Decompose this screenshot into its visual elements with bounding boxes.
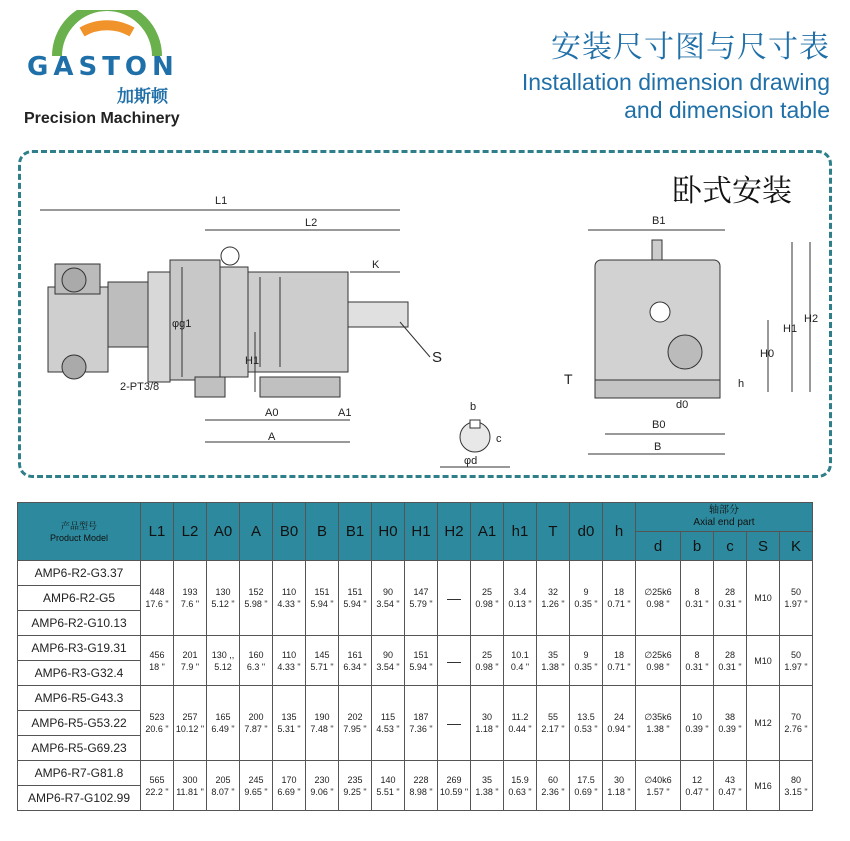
value-cell: M10 (747, 636, 780, 686)
brand-tagline: Precision Machinery (24, 110, 180, 127)
model-cell: AMP6-R2-G3.37 (18, 561, 141, 586)
value-cell: 230 9.06 " (306, 761, 339, 811)
model-cell: AMP6-R3-G19.31 (18, 636, 141, 661)
value-cell: 43 0.47 " (714, 761, 747, 811)
value-cell: 151 5.94 " (339, 561, 372, 636)
value-cell: 9 0.35 " (570, 561, 603, 636)
value-cell: 130 5.12 " (207, 561, 240, 636)
value-cell: 115 4.53 " (372, 686, 405, 761)
col-header: L1 (141, 503, 174, 561)
model-cell: AMP6-R7-G102.99 (18, 786, 141, 811)
model-cell: AMP6-R5-G53.22 (18, 711, 141, 736)
model-cell: AMP6-R2-G10.13 (18, 611, 141, 636)
value-cell: — (438, 686, 471, 761)
brand-name: GASTON (27, 52, 179, 82)
value-cell: 50 1.97 " (780, 636, 813, 686)
value-cell: 18 0.71 " (603, 561, 636, 636)
shaft-section (440, 401, 510, 467)
mount-type-label: 卧式安装 (672, 175, 792, 208)
model-cell: AMP6-R5-G43.3 (18, 686, 141, 711)
value-cell: 80 3.15 " (780, 761, 813, 811)
col-header: A (240, 503, 273, 561)
value-cell: 140 5.51 " (372, 761, 405, 811)
value-cell: 17.5 0.69 " (570, 761, 603, 811)
label-A1: A1 (338, 407, 352, 419)
axial-col-header: d (636, 532, 681, 561)
brand-logo (22, 10, 192, 130)
value-cell: 90 3.54 " (372, 636, 405, 686)
value-cell: 38 0.39 " (714, 686, 747, 761)
table-row (18, 636, 813, 661)
value-cell: 30 1.18 " (603, 761, 636, 811)
value-cell: 35 1.38 " (471, 761, 504, 811)
label-g1: φg1 (172, 318, 192, 330)
label-pt: 2-PT3/8 (120, 381, 160, 393)
value-cell: 8 0.31 " (681, 561, 714, 636)
value-cell: ∅25k6 0.98 " (636, 636, 681, 686)
value-cell: 187 7.36 " (405, 686, 438, 761)
col-header: H2 (438, 503, 471, 561)
value-cell: 245 9.65 " (240, 761, 273, 811)
value-cell: 90 3.54 " (372, 561, 405, 636)
value-cell: 300 11.81 " (174, 761, 207, 811)
value-cell: 70 2.76 " (780, 686, 813, 761)
col-header: d0 (570, 503, 603, 561)
label-A: A (268, 431, 276, 443)
value-cell: 3.4 0.13 " (504, 561, 537, 636)
axial-header (636, 503, 813, 532)
value-cell: 200 7.87 " (240, 686, 273, 761)
model-header-en: Product Model (49, 532, 109, 543)
value-cell: 30 1.18 " (471, 686, 504, 761)
col-header: h1 (504, 503, 537, 561)
value-cell: 448 17.6 " (141, 561, 174, 636)
page-title-cn: 安装尺寸图与尺寸表 (551, 31, 830, 64)
value-cell: 50 1.97 " (780, 561, 813, 636)
label-H1-front: H1 (783, 323, 798, 335)
col-header: B1 (339, 503, 372, 561)
label-B1: B1 (652, 215, 666, 227)
value-cell: 130 ,, 5.12 (207, 636, 240, 686)
axial-header-en: Axial end part (693, 517, 755, 528)
table-row (18, 561, 813, 586)
col-header: B (306, 503, 339, 561)
table-body (18, 561, 813, 811)
col-header: H0 (372, 503, 405, 561)
value-cell: 152 5.98 " (240, 561, 273, 636)
value-cell: 151 5.94 " (405, 636, 438, 686)
value-cell: 8 0.31 " (681, 636, 714, 686)
value-cell: 160 6.3 " (240, 636, 273, 686)
value-cell: 25 0.98 " (471, 561, 504, 636)
axial-col-header: S (747, 532, 780, 561)
value-cell: ∅40k6 1.57 " (636, 761, 681, 811)
value-cell: 145 5.71 " (306, 636, 339, 686)
value-cell: 25 0.98 " (471, 636, 504, 686)
value-cell: 60 2.36 " (537, 761, 570, 811)
value-cell: 235 9.25 " (339, 761, 372, 811)
table-row (18, 761, 813, 786)
label-K: K (372, 259, 380, 271)
label-d0: d0 (676, 399, 689, 411)
value-cell: 32 1.26 " (537, 561, 570, 636)
model-cell: AMP6-R5-G69.23 (18, 736, 141, 761)
label-T: T (564, 371, 573, 387)
value-cell: 257 10.12 " (174, 686, 207, 761)
col-header: T (537, 503, 570, 561)
label-b: b (470, 401, 477, 413)
value-cell: ∅25k6 0.98 " (636, 561, 681, 636)
axial-col-header: b (681, 532, 714, 561)
col-header: B0 (273, 503, 306, 561)
label-B: B (654, 441, 662, 453)
front-view (564, 215, 818, 454)
value-cell: M10 (747, 561, 780, 636)
value-cell: 28 0.31 " (714, 636, 747, 686)
value-cell: 190 7.48 " (306, 686, 339, 761)
label-h: h (738, 378, 745, 390)
value-cell: 10 0.39 " (681, 686, 714, 761)
value-cell: 147 5.79 " (405, 561, 438, 636)
value-cell: 151 5.94 " (306, 561, 339, 636)
col-header: A1 (471, 503, 504, 561)
label-B0: B0 (652, 419, 666, 431)
value-cell: 35 1.38 " (537, 636, 570, 686)
dimension-table (17, 502, 813, 811)
label-H1-side: H1 (245, 355, 260, 367)
col-header: A0 (207, 503, 240, 561)
brand-name-cn: 加斯顿 (117, 87, 168, 106)
label-H0: H0 (760, 348, 775, 360)
model-cell: AMP6-R7-G81.8 (18, 761, 141, 786)
value-cell: M16 (747, 761, 780, 811)
value-cell: 161 6.34 " (339, 636, 372, 686)
axial-header-cn: 轴部分 (709, 505, 739, 516)
value-cell: 110 4.33 " (273, 561, 306, 636)
value-cell: 202 7.95 " (339, 686, 372, 761)
logo-arc-icon (52, 10, 162, 58)
col-header: h (603, 503, 636, 561)
axial-col-header: K (780, 532, 813, 561)
value-cell: 205 8.07 " (207, 761, 240, 811)
label-H2: H2 (804, 313, 819, 325)
title-en-line-2: and dimension table (624, 97, 830, 123)
value-cell: ∅35k6 1.38 " (636, 686, 681, 761)
value-cell: 456 18 " (141, 636, 174, 686)
value-cell: 135 5.31 " (273, 686, 306, 761)
value-cell: 55 2.17 " (537, 686, 570, 761)
table-row (18, 686, 813, 711)
value-cell: 28 0.31 " (714, 561, 747, 636)
col-header: H1 (405, 503, 438, 561)
value-cell: 269 10.59 " (438, 761, 471, 811)
side-view (48, 247, 408, 397)
value-cell: 13.5 0.53 " (570, 686, 603, 761)
col-header: L2 (174, 503, 207, 561)
label-c: c (496, 433, 502, 445)
value-cell: 15.9 0.63 " (504, 761, 537, 811)
model-cell: AMP6-R3-G32.4 (18, 661, 141, 686)
value-cell: 193 7.6 " (174, 561, 207, 636)
value-cell: 228 8.98 " (405, 761, 438, 811)
value-cell: — (438, 561, 471, 636)
value-cell: 201 7.9 " (174, 636, 207, 686)
label-A0: A0 (265, 407, 279, 419)
value-cell: 10.1 0.4 " (504, 636, 537, 686)
label-L2: L2 (305, 217, 318, 229)
value-cell: 165 6.49 " (207, 686, 240, 761)
value-cell: M12 (747, 686, 780, 761)
label-S: S (432, 349, 443, 366)
page-title-en (522, 68, 830, 124)
model-cell: AMP6-R2-G5 (18, 586, 141, 611)
value-cell: 110 4.33 " (273, 636, 306, 686)
value-cell: 24 0.94 " (603, 686, 636, 761)
model-header-cn: 产品型号 (60, 520, 97, 531)
value-cell: 12 0.47 " (681, 761, 714, 811)
value-cell: 11.2 0.44 " (504, 686, 537, 761)
value-cell: 170 6.69 " (273, 761, 306, 811)
value-cell: 18 0.71 " (603, 636, 636, 686)
title-en-line-1: Installation dimension drawing (521, 69, 830, 95)
value-cell: 9 0.35 " (570, 636, 603, 686)
label-d: φd (464, 455, 478, 467)
dimension-drawing (20, 152, 830, 477)
label-L1: L1 (215, 195, 228, 207)
value-cell: — (438, 636, 471, 686)
value-cell: 523 20.6 " (141, 686, 174, 761)
model-header (18, 503, 141, 561)
axial-col-header: c (714, 532, 747, 561)
value-cell: 565 22.2 " (141, 761, 174, 811)
